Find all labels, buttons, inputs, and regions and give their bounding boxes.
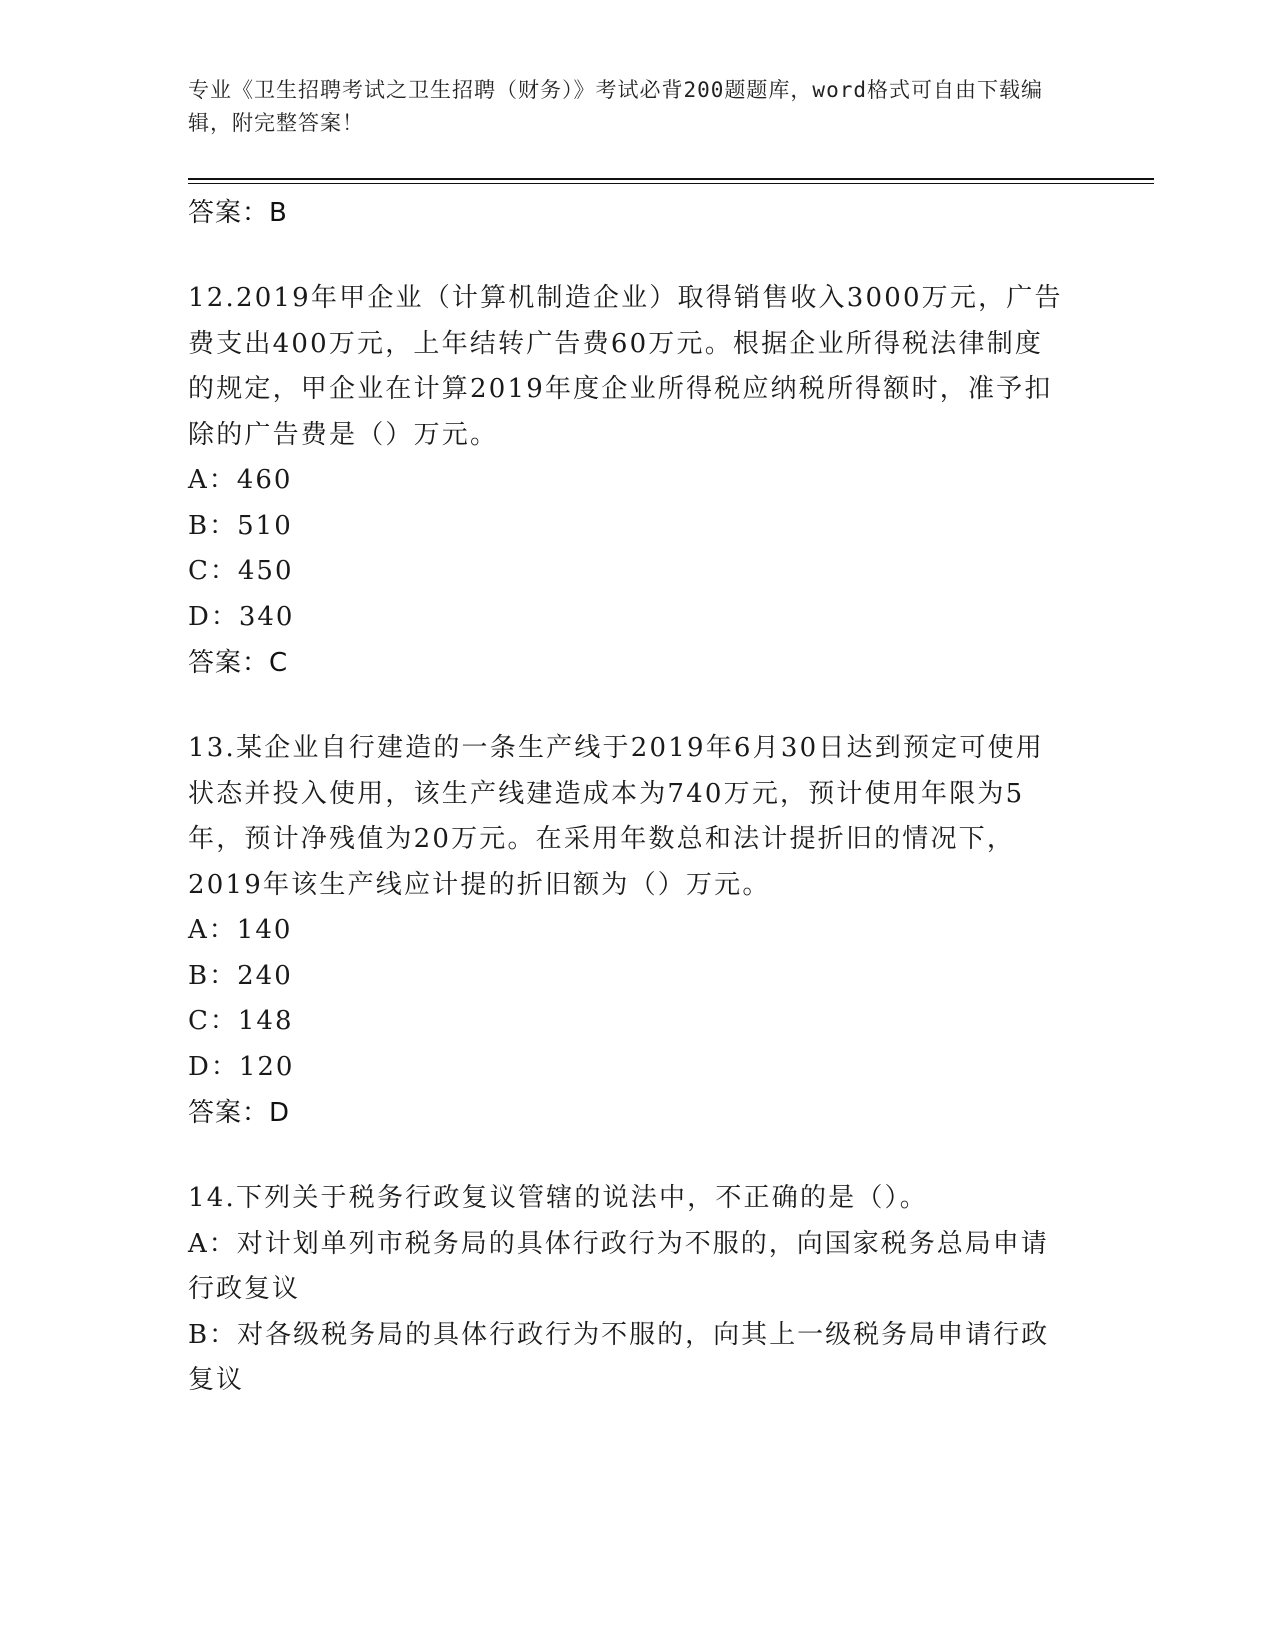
document-body: [188, 190, 1068, 1404]
question-13: [188, 726, 1068, 1136]
option-d: D：120: [188, 1051, 295, 1082]
question-stem: 13.某企业自行建造的一条生产线于2019年6月30日达到预定可使用状态并投入使用，该生产线建造成本为740万元，预计使用年限为5年，预计净残值为20万元。在采用年数总和法计提折旧的情况下，2019年该生产线应计提的折旧额为（）万元。: [188, 733, 1044, 900]
option-b: B：240: [188, 960, 293, 991]
option-c: C：148: [188, 1006, 294, 1036]
question-14: [188, 1176, 1068, 1404]
question-stem: 12.2019年甲企业（计算机制造企业）取得销售收入3000万元，广告费支出400万元，上年结转广告费60万元。根据企业所得税法律制度的规定，甲企业在计算2019年度企业所得税应纳税所得额时，准予扣除的广告费是（）万元。: [188, 283, 1063, 450]
header-divider-thin: [188, 183, 1154, 184]
question-12: [188, 276, 1068, 686]
header-divider-thick: [188, 178, 1154, 180]
document-header: 专业《卫生招聘考试之卫生招聘（财务）》考试必背200题题库，word格式可自由下载编辑，附完整答案！: [188, 78, 1043, 135]
option-a: A：460: [188, 465, 293, 495]
option-b: B：510: [188, 510, 293, 541]
option-d: D：340: [188, 601, 295, 632]
previous-answer: 答案：B: [188, 198, 288, 228]
question-stem: 14.下列关于税务行政复议管辖的说法中，不正确的是（）。: [188, 1183, 928, 1213]
option-b: B：对各级税务局的具体行政行为不服的，向其上一级税务局申请行政复议: [188, 1319, 1050, 1395]
option-c: C：450: [188, 556, 294, 586]
option-a: A：对计划单列市税务局的具体行政行为不服的，向国家税务总局申请行政复议: [188, 1228, 1049, 1304]
question-answer: 答案：C: [188, 648, 289, 678]
question-answer: 答案：D: [188, 1098, 291, 1128]
option-a: A：140: [188, 915, 293, 945]
